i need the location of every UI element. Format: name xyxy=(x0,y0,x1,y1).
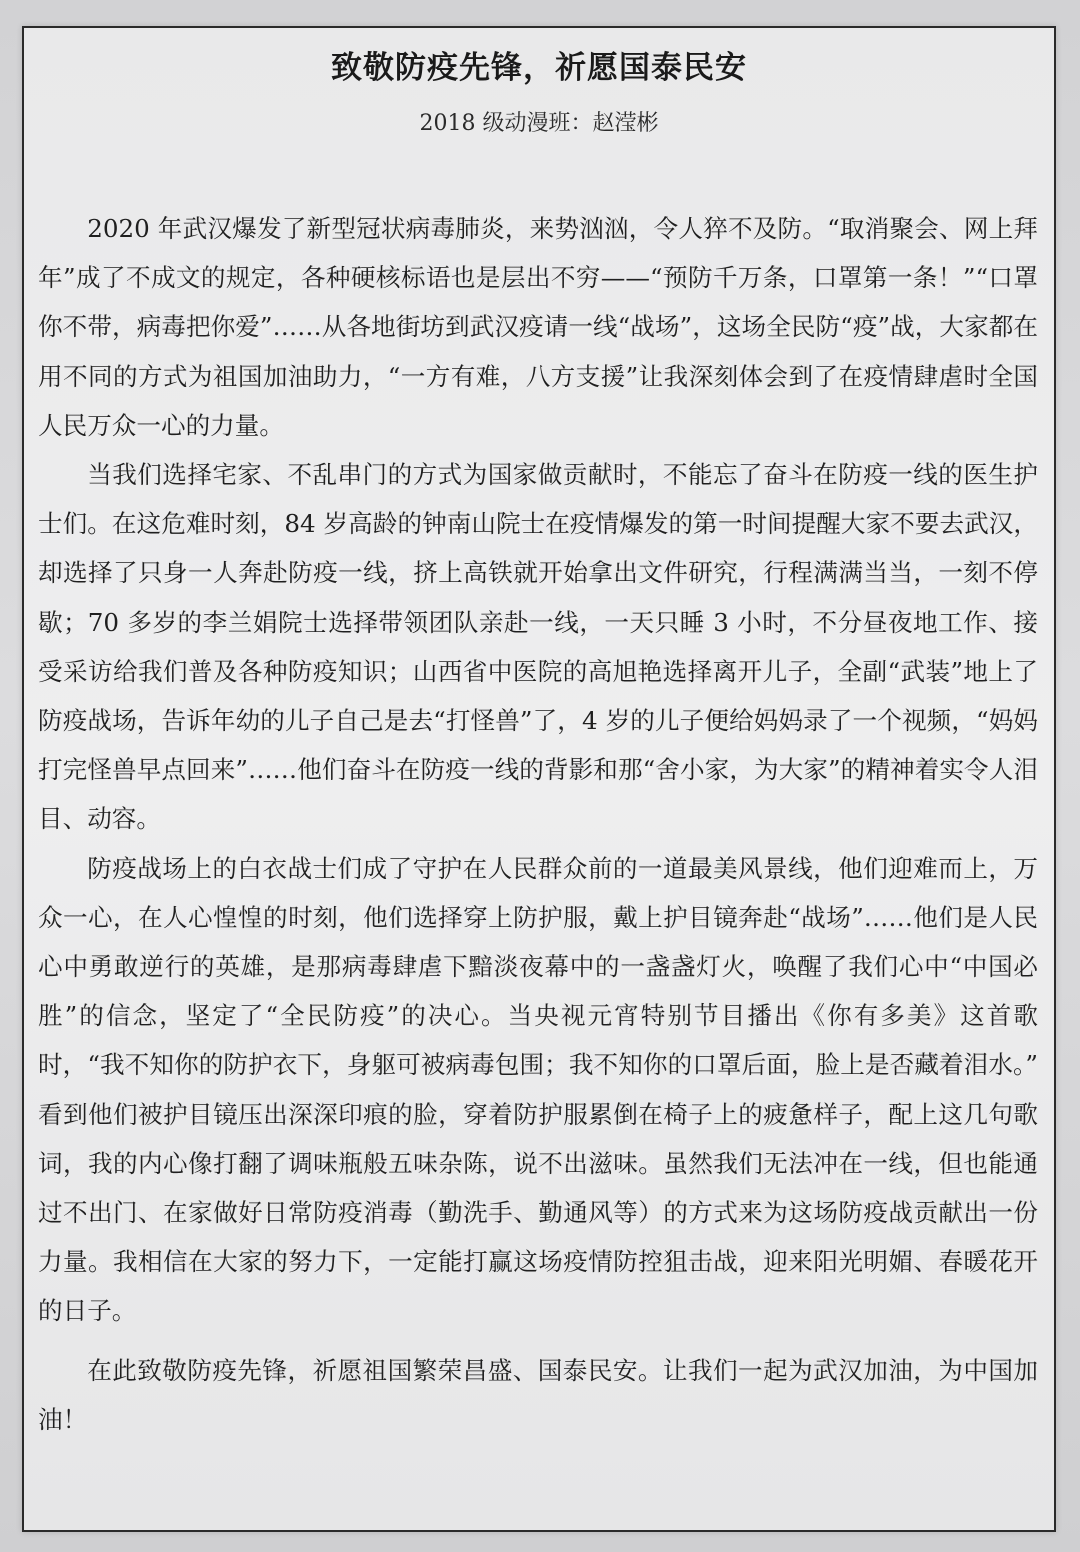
paragraph-1: 2020 年武汉爆发了新型冠状病毒肺炎，来势汹汹，令人猝不及防。“取消聚会、网上拜年”成了不成文的规定，各种硬核标语也是层出不穷——“预防千万条，口罩第一条！”“口罩你不带，病毒把你爱”……从各地街坊到武汉疫请一线“战场”，这场全民防“疫”战，大家都在用不同的方式为祖国加油助力，“一方有难，八方支援”让我深刻体会到了在疫情肆虐时全国人民万众一心的力量。 xyxy=(38,214,1038,440)
document-title: 致敬防疫先锋，祈愿国泰民安 xyxy=(331,50,747,86)
paragraph-4: 在此致敬防疫先锋，祈愿祖国繁荣昌盛、国泰民安。让我们一起为武汉加油，为中国加油！ xyxy=(38,1355,1038,1434)
document-body xyxy=(38,204,1038,1444)
paragraph-2: 当我们选择宅家、不乱串门的方式为国家做贡献时，不能忘了奋斗在防疫一线的医生护士们。在这危难时刻，84 岁高龄的钟南山院士在疫情爆发的第一时间提醒大家不要去武汉，却选择了只身一人奔赴防疫一线，挤上高铁就开始拿出文件研究，行程满满当当，一刻不停歇；70 多岁的李兰娟院士选择带领团队亲赴一线，一天只睡 3 小时，不分昼夜地工作、接受采访给我们普及各种防疫知识；山西省中医院的高旭艳选择离开儿子，全副“武装”地上了防疫战场，告诉年幼的儿子自己是去“打怪兽”了，4 岁的儿子便给妈妈录了一个视频，“妈妈打完怪兽早点回来”……他们奋斗在防疫一线的背影和那“舍小家，为大家”的精神着实令人泪目、动容。 xyxy=(38,460,1038,834)
author-line: 2018 级动漫班：赵滢彬 xyxy=(419,111,659,136)
document-page xyxy=(22,26,1056,1532)
paragraph-3: 防疫战场上的白衣战士们成了守护在人民群众前的一道最美风景线，他们迎难而上，万众一心，在人心惶惶的时刻，他们选择穿上防护服，戴上护目镜奔赴“战场”……他们是人民心中勇敢逆行的英雄，是那病毒肆虐下黯淡夜幕中的一盏盏灯火，唤醒了我们心中“中国必胜”的信念，坚定了“全民防疫”的决心。当央视元宵特别节目播出《你有多美》这首歌时，“我不知你的防护衣下，身躯可被病毒包围；我不知你的口罩后面，脸上是否藏着泪水。” 看到他们被护目镜压出深深印痕的脸，穿着防护服累倒在椅子上的疲惫样子，配上这几句歌词，我的内心像打翻了调味瓶般五味杂陈，说不出滋味。虽然我们无法冲在一线，但也能通过不出门、在家做好日常防疫消毒（勤洗手、勤通风等）的方式来为这场防疫战贡献出一份力量。我相信在大家的努力下，一定能打赢这场疫情防控狙击战，迎来阳光明媚、春暖花开的日子。 xyxy=(38,853,1038,1326)
